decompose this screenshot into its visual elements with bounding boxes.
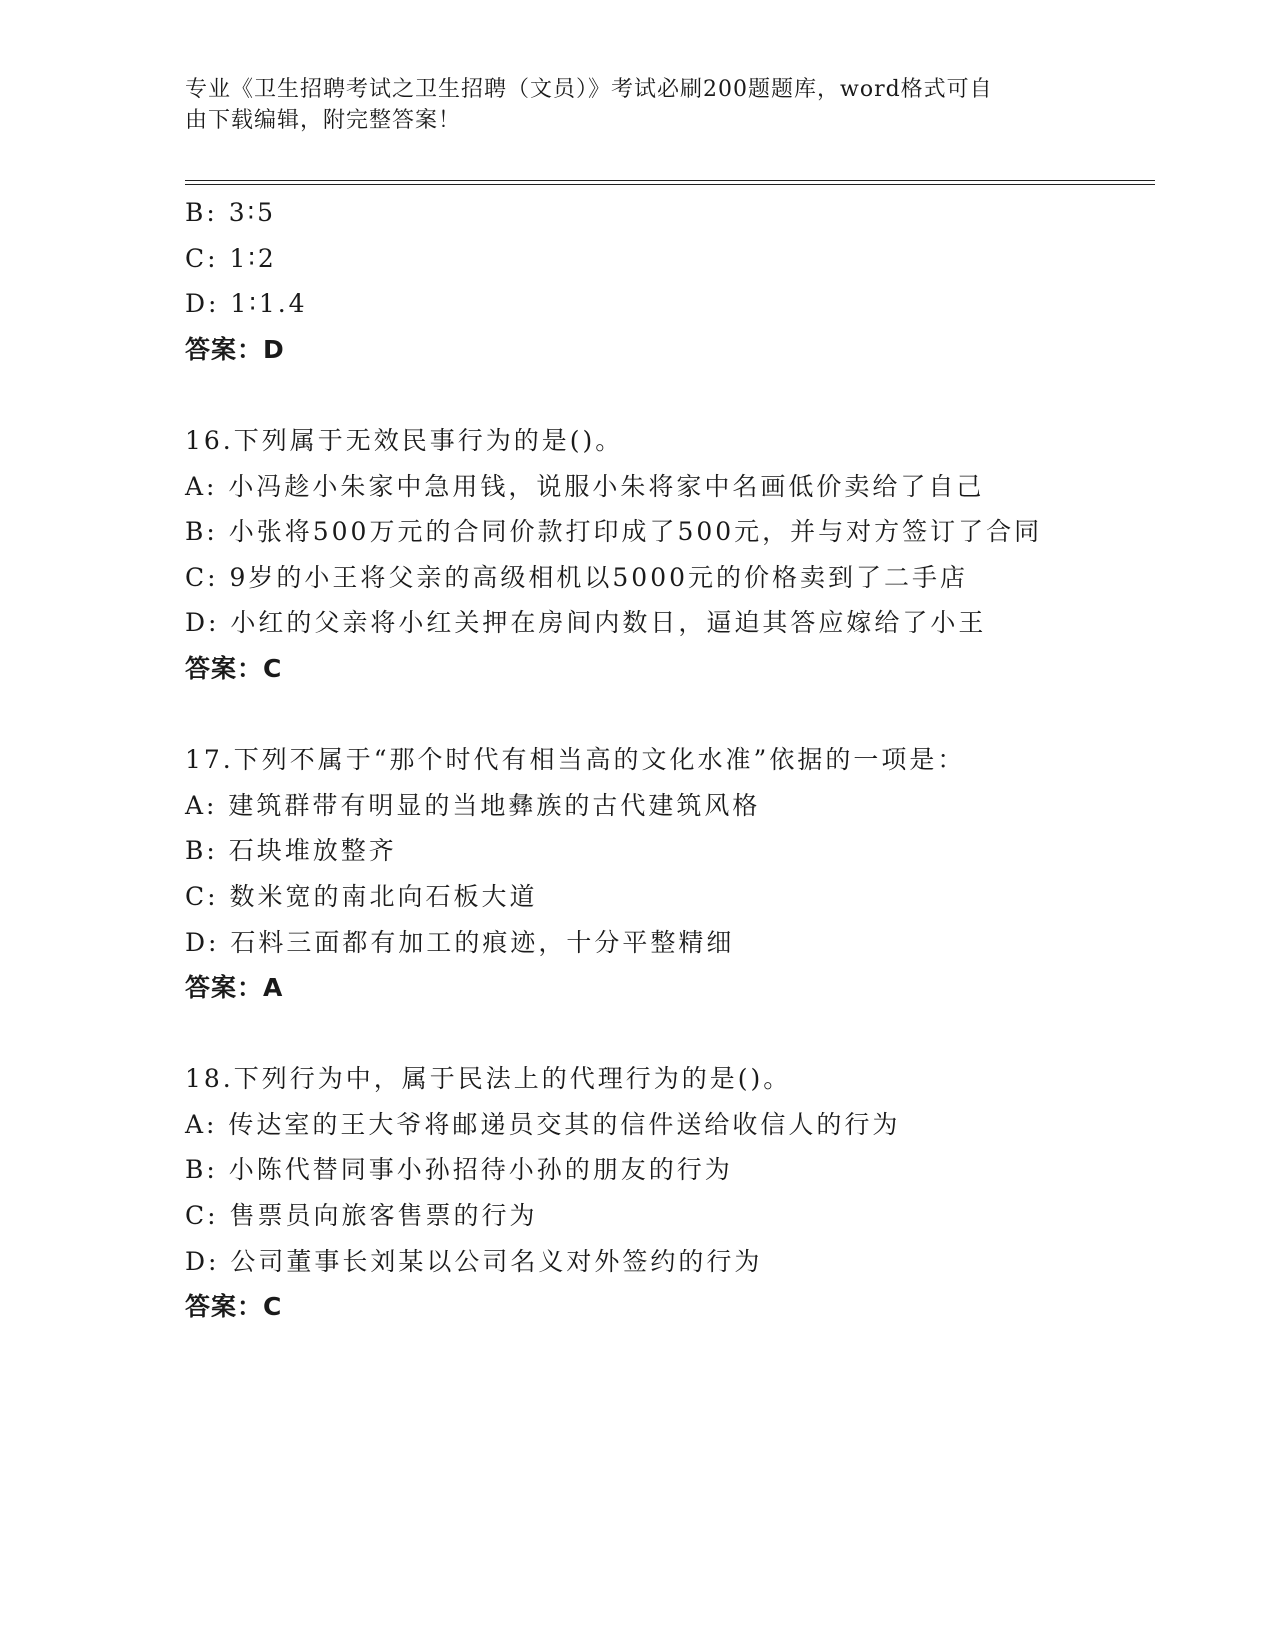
option-b: B: 小陈代替同事小孙招待小孙的朋友的行为 [185,1155,733,1185]
question-stem: 16.下列属于无效民事行为的是()。 [185,425,624,455]
header-divider-top [185,180,1155,181]
option-d: D: 1∶1.4 [185,289,308,319]
option-b: B: 石块堆放整齐 [185,836,397,866]
question-list [185,190,1145,1330]
option-c: C: 售票员向旅客售票的行为 [185,1201,538,1231]
option-b: B: 3∶5 [185,198,277,227]
answer-line: 答案：A [185,973,284,1003]
answer-line: 答案：C [185,653,283,683]
option-a: A: 小冯趁小朱家中急用钱，说服小朱将家中名画低价卖给了自己 [185,471,985,501]
option-d: D: 公司董事长刘某以公司名义对外签约的行为 [185,1246,763,1276]
option-d: D: 石料三面都有加工的痕迹，十分平整精细 [185,927,735,957]
question-18 [185,1056,1145,1330]
question-stem: 18.下列行为中，属于民法上的代理行为的是()。 [185,1064,792,1094]
option-c: C: 9岁的小王将父亲的高级相机以5000元的价格卖到了二手店 [185,562,969,592]
option-a: A: 传达室的王大爷将邮递员交其的信件送给收信人的行为 [185,1109,901,1139]
header-divider-bottom [185,184,1155,185]
previous-question-tail [185,190,1145,372]
header-line-2: 由下载编辑，附完整答案！ [185,108,462,133]
document-header [185,74,1055,136]
option-c: C: 1∶2 [185,243,277,273]
option-c: C: 数米宽的南北向石板大道 [185,881,538,911]
option-a: A: 建筑群带有明显的当地彝族的古代建筑风格 [185,790,761,820]
question-16 [185,418,1145,692]
answer-line: 答案：C [185,1292,283,1322]
answer-line: 答案：D [185,334,285,364]
question-stem: 17.下列不属于“那个时代有相当高的文化水准”依据的一项是： [185,745,966,775]
option-b: B: 小张将500万元的合同价款打印成了500元，并与对方签订了合同 [185,517,1043,547]
header-line-1: 专业《卫生招聘考试之卫生招聘（文员）》考试必刷200题题库，word格式可自 [185,77,993,102]
option-d: D: 小红的父亲将小红关押在房间内数日，逼迫其答应嫁给了小王 [185,608,987,638]
question-17 [185,737,1145,1011]
